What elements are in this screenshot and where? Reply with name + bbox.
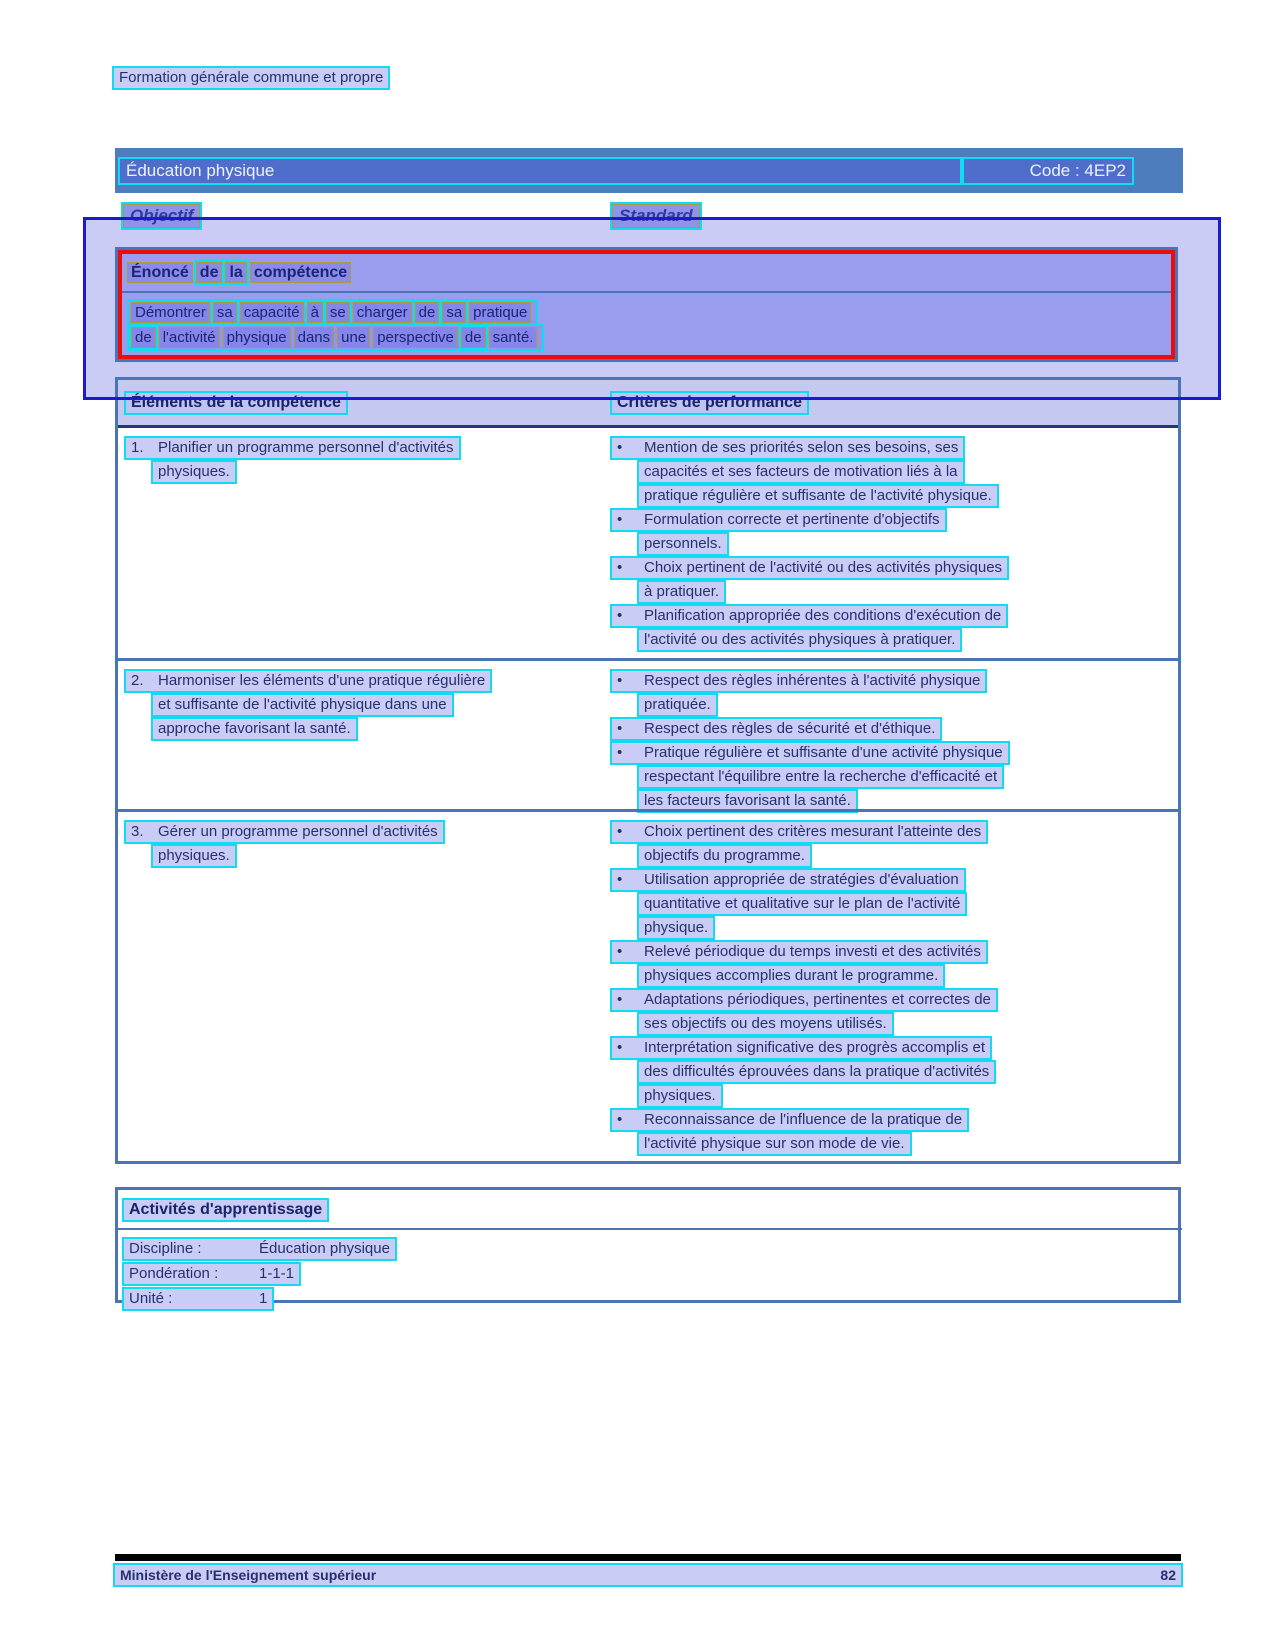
criteria-line: [637, 892, 1178, 916]
element-line: [151, 844, 603, 868]
line-highlight: [122, 1237, 397, 1261]
element-line: [124, 436, 603, 460]
word-annotation: sa: [442, 302, 466, 323]
element-cell: [118, 428, 603, 658]
bullet-icon: •: [617, 744, 623, 761]
line-highlight: capacités et ses facteurs de motivation liés à la: [637, 460, 965, 484]
bullet-icon: •: [617, 720, 623, 737]
column-header-criteres: Critères de performance: [610, 391, 809, 415]
competence-statement-box: [115, 247, 1178, 362]
criteria-line: [610, 741, 1178, 765]
criteria-line: [637, 693, 1178, 717]
line-highlight: • Interprétation significative des progrès accomplis et: [610, 1036, 992, 1060]
line-highlight: [122, 1287, 274, 1311]
criteria-line: [610, 988, 1178, 1012]
word-annotation: perspective: [373, 327, 458, 348]
field-label: Pondération :: [129, 1265, 219, 1282]
line-highlight: • Respect des règles de sécurité et d'éthique.: [610, 717, 942, 741]
criteria-line: [637, 964, 1178, 988]
line-highlight: 2. Harmoniser les éléments d'une pratique régulière: [124, 669, 492, 693]
field-label: Unité :: [129, 1290, 173, 1307]
line-highlight: l'activité ou des activités physiques à pratiquer.: [637, 628, 962, 652]
word-annotation: de: [196, 262, 223, 283]
line-highlight: • Choix pertinent des critères mesurant l'atteinte des: [610, 820, 988, 844]
line-highlight: • Pratique régulière et suffisante d'une activité physique: [610, 741, 1010, 765]
footer-page-number: 82: [1160, 1567, 1176, 1583]
activities-field: [122, 1237, 1178, 1262]
word-annotation: une: [337, 327, 370, 348]
bullet-icon: •: [617, 943, 623, 960]
bullet-icon: •: [617, 1039, 623, 1056]
word-annotation: sa: [213, 302, 237, 323]
footer-rule: [115, 1554, 1181, 1561]
line-highlight: • Mention de ses priorités selon ses besoins, ses: [610, 436, 965, 460]
bullet-icon: •: [617, 607, 623, 624]
field-value: 1: [259, 1290, 268, 1307]
criteria-cell: [603, 812, 1178, 1161]
learning-activities-box: [115, 1187, 1181, 1307]
element-cell: [118, 812, 603, 1161]
line-highlight: quantitative et qualitative sur le plan de l'activité: [637, 892, 967, 916]
line-highlight: objectifs du programme.: [637, 844, 812, 868]
table-header-row: [118, 380, 1178, 428]
element-number: 3.: [131, 823, 144, 840]
word-annotation: Énoncé: [127, 262, 193, 283]
bullet-icon: •: [617, 559, 623, 576]
line-highlight: respectant l'équilibre entre la recherche d'efficacité et: [637, 765, 1004, 789]
line-highlight: physiques.: [637, 1084, 723, 1108]
bullet-icon: •: [617, 871, 623, 888]
bullet-icon: •: [617, 991, 623, 1008]
criteria-line: [637, 1012, 1178, 1036]
line-highlight: et suffisante de l'activité physique dans une: [151, 693, 454, 717]
word-annotation: pratique: [469, 302, 531, 323]
line-highlight: • Planification appropriée des conditions d'exécution de: [610, 604, 1008, 628]
title-bar: [115, 148, 1183, 193]
divider: [122, 291, 1171, 293]
line-highlight: [122, 1262, 301, 1286]
table-row: [118, 428, 1178, 658]
line-highlight: pratique régulière et suffisante de l'activité physique.: [637, 484, 999, 508]
word-annotation: capacité: [240, 302, 304, 323]
criteria-line: [610, 868, 1178, 892]
line-highlight: physiques.: [151, 844, 237, 868]
criteria-cell: [603, 428, 1178, 658]
field-label: Discipline :: [129, 1240, 202, 1257]
line-highlight: • Utilisation appropriée de stratégies d'évaluation: [610, 868, 966, 892]
column-header-elements: Éléments de la compétence: [124, 391, 348, 415]
learning-activities-title: Activités d'apprentissage: [122, 1198, 329, 1222]
line-highlight: • Choix pertinent de l'activité ou des activités physiques: [610, 556, 1009, 580]
criteria-line: [637, 844, 1178, 868]
word-annotation: Démontrer: [131, 302, 210, 323]
element-line: [124, 669, 603, 693]
criteria-line: [637, 1060, 1178, 1084]
bullet-icon: •: [617, 823, 623, 840]
table-row: [118, 809, 1178, 1161]
word-annotation: se: [326, 302, 350, 323]
criteria-line: [610, 669, 1178, 693]
line-highlight: • Respect des règles inhérentes à l'activité physique: [610, 669, 987, 693]
word-annotation: l'activité: [159, 327, 220, 348]
competence-statement-title: [127, 262, 1163, 283]
criteria-cell: [603, 661, 1178, 813]
criteria-line: [610, 820, 1178, 844]
competence-statement-text: [127, 299, 1163, 349]
element-line: [124, 820, 603, 844]
word-annotation: de: [131, 327, 156, 348]
objectif-heading: Objectif: [121, 202, 202, 230]
element-number: 2.: [131, 672, 144, 689]
criteria-line: [610, 436, 1178, 460]
word-annotation: de: [461, 327, 486, 348]
word-annotation: à: [307, 302, 323, 323]
word-annotation: de: [415, 302, 440, 323]
top-label-text: Formation générale commune et propre: [112, 66, 390, 90]
course-title: Éducation physique: [118, 157, 962, 185]
activities-field: [122, 1262, 1178, 1287]
bullet-icon: •: [617, 439, 623, 456]
criteria-line: [610, 556, 1178, 580]
criteria-line: [610, 717, 1178, 741]
competence-table: [115, 377, 1181, 1164]
course-code: Code : 4EP2: [962, 157, 1134, 185]
element-line: [151, 693, 603, 717]
bullet-icon: •: [617, 1111, 623, 1128]
line-highlight: • Formulation correcte et pertinente d'objectifs: [610, 508, 947, 532]
line-highlight: • Adaptations périodiques, pertinentes et correctes de: [610, 988, 998, 1012]
line-highlight: à pratiquer.: [637, 580, 726, 604]
criteria-line: [637, 916, 1178, 940]
document-section-label: [112, 66, 390, 90]
element-line: [151, 717, 603, 741]
line-highlight: • Relevé périodique du temps investi et des activités: [610, 940, 988, 964]
criteria-line: [637, 1132, 1178, 1156]
line-highlight: pratiquée.: [637, 693, 718, 717]
line-annotation: [127, 324, 544, 351]
criteria-line: [637, 532, 1178, 556]
word-annotation: charger: [353, 302, 412, 323]
line-highlight: • Reconnaissance de l'influence de la pratique de: [610, 1108, 969, 1132]
line-highlight: approche favorisant la santé.: [151, 717, 358, 741]
criteria-line: [637, 484, 1178, 508]
line-highlight: physique.: [637, 916, 715, 940]
competence-statement-annotation: [118, 250, 1175, 359]
line-highlight: l'activité physique sur son mode de vie.: [637, 1132, 912, 1156]
criteria-line: [610, 604, 1178, 628]
activities-field: [122, 1287, 1178, 1312]
footer-ministry: Ministère de l'Enseignement supérieur: [120, 1567, 377, 1583]
line-highlight: 3. Gérer un programme personnel d'activités: [124, 820, 445, 844]
field-value: 1-1-1: [259, 1265, 295, 1282]
divider: [118, 1228, 1182, 1230]
standard-heading: Standard: [610, 202, 702, 230]
line-highlight: 1. Planifier un programme personnel d'activités: [124, 436, 461, 460]
line-highlight: ses objectifs ou des moyens utilisés.: [637, 1012, 894, 1036]
bullet-icon: •: [617, 672, 623, 689]
criteria-line: [610, 1036, 1178, 1060]
statement-line: [127, 324, 1163, 349]
criteria-line: [637, 765, 1178, 789]
criteria-line: [610, 940, 1178, 964]
line-highlight: physiques.: [151, 460, 237, 484]
line-highlight: les facteurs favorisant la santé.: [637, 789, 858, 813]
statement-line: [127, 299, 1163, 324]
word-annotation: santé.: [489, 327, 538, 348]
criteria-line: [637, 460, 1178, 484]
word-annotation: la: [225, 262, 246, 283]
line-annotation: [127, 299, 538, 326]
line-highlight: personnels.: [637, 532, 729, 556]
criteria-line: [637, 580, 1178, 604]
bullet-icon: •: [617, 511, 623, 528]
element-line: [151, 460, 603, 484]
element-cell: [118, 661, 603, 813]
word-annotation: physique: [223, 327, 291, 348]
learning-activities-fields: [122, 1237, 1178, 1312]
criteria-line: [637, 628, 1178, 652]
word-annotation: dans: [294, 327, 335, 348]
footer: [113, 1563, 1183, 1587]
field-value: Éducation physique: [259, 1240, 390, 1257]
criteria-line: [610, 1108, 1178, 1132]
line-highlight: des difficultés éprouvées dans la pratique d'activités: [637, 1060, 996, 1084]
criteria-line: [610, 508, 1178, 532]
table-row: [118, 658, 1178, 809]
word-annotation: compétence: [250, 262, 351, 283]
criteria-line: [637, 1084, 1178, 1108]
element-number: 1.: [131, 439, 144, 456]
line-highlight: physiques accomplies durant le programme.: [637, 964, 945, 988]
